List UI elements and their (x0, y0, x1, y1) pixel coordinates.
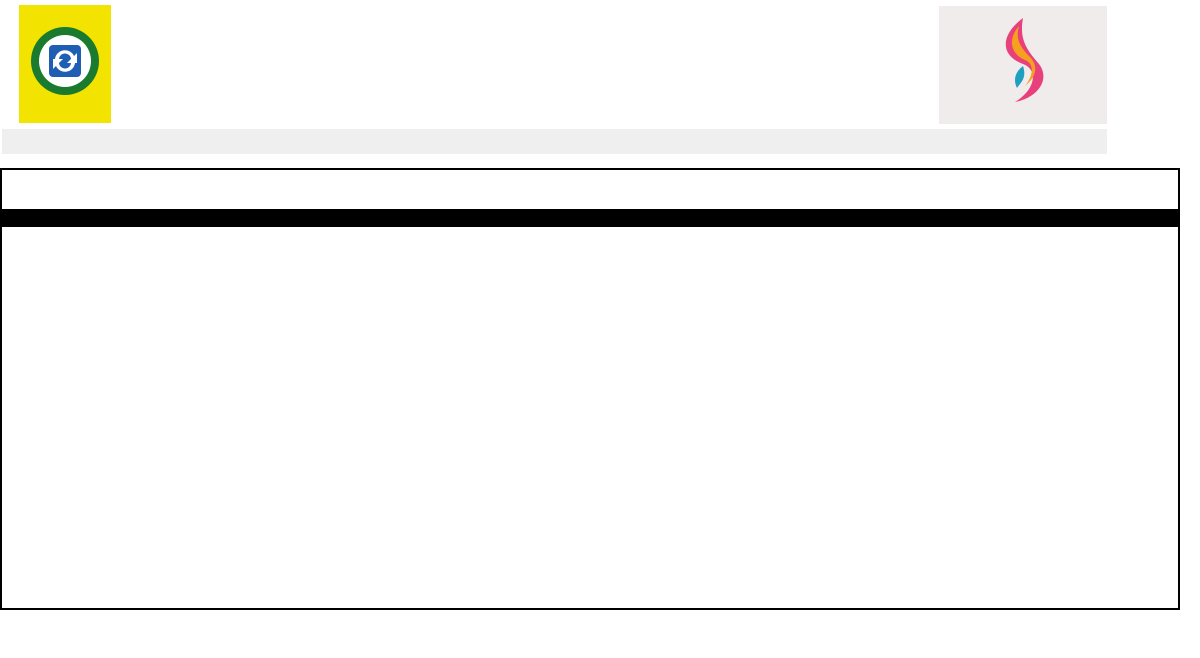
results-table-frame (0, 168, 1180, 610)
table-header (2, 209, 1178, 227)
results-title-bar (2, 129, 1107, 154)
federation-logo (19, 5, 111, 123)
flame-icon (939, 6, 1107, 116)
emblem-icon (27, 23, 103, 99)
club-logo (939, 6, 1107, 124)
